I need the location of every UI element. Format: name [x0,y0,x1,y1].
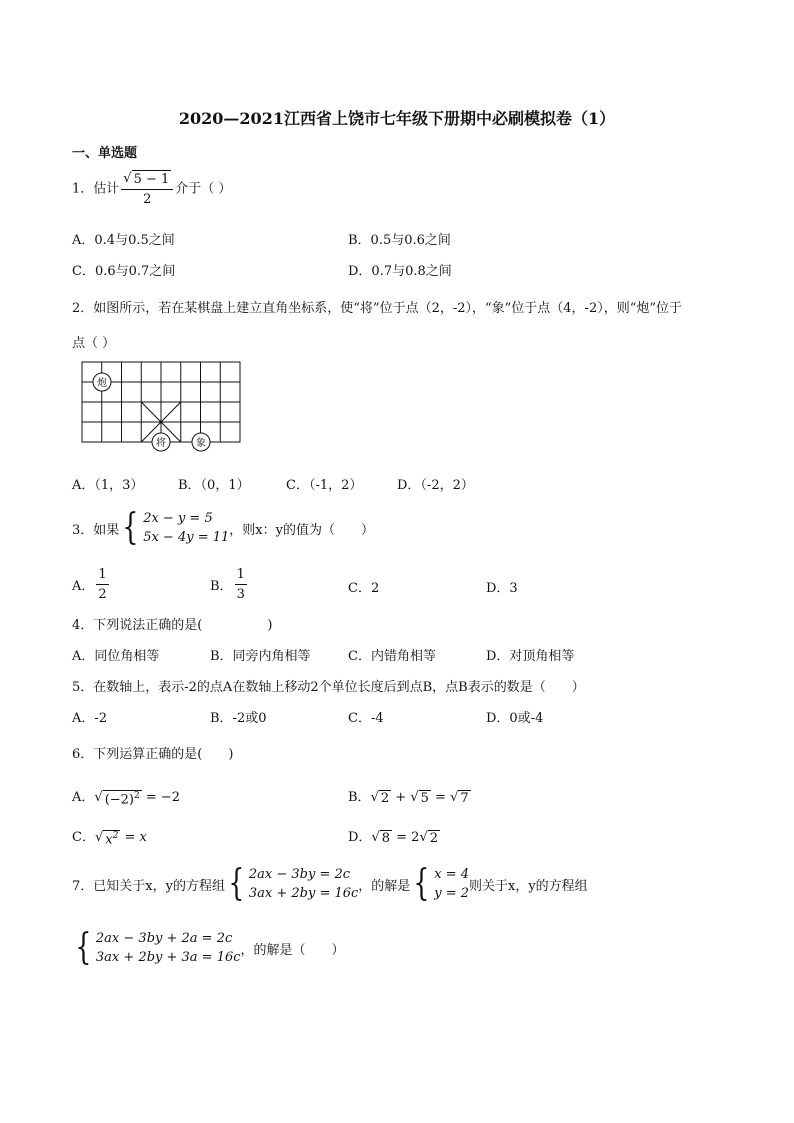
q5-text: 5．在数轴上，表示-2的点A在数轴上移动2个单位长度后到点B，点B表示的数是（ ） [72,680,585,695]
section-heading: 一、单选题 [72,146,138,161]
q6-option-b-radicand-2: 5 [420,791,429,806]
left-brace-icon: { [413,863,430,904]
q6-text: 6．下列运算正确的是( ) [72,747,234,762]
q7-sol-eq1: x = 4 [434,867,469,882]
q1-option-d: D．0.7与0.8之间 [348,264,452,279]
q3-option-a-numerator: 1 [96,566,108,585]
q2-option-b: B．（0，1） [178,478,250,493]
q6-option-c: C． √ $x^2$ = x [72,830,147,848]
q7-sys2-eq2: 3ax + 2by + 3a = 16c [95,950,241,965]
q6-option-a-rest: = −2 [141,790,181,805]
question-1 [72,170,231,208]
q5-option-b: B．-2或0 [210,711,267,726]
q7-system-1 [225,865,358,903]
piece-pao [93,373,111,391]
q3-eq2: 5x − 4y = 11 [143,530,230,545]
piece-xiang [192,433,210,451]
q1-suffix: 介于（ ） [175,181,232,197]
question-7-line2 [72,929,345,967]
q7-after: 则关于x，y的方程组 [469,878,588,894]
q1-prefix: 1．估计 [72,181,120,197]
q7-mid: ，的解是 [358,878,411,894]
q3-equation-system [119,509,229,547]
question-7-line1 [72,865,588,903]
q4-option-a: A．同位角相等 [72,649,160,664]
q1-fraction-numerator: 5 − 1 [133,172,170,187]
q1-fraction: √ 5 − 1 2 [121,170,173,208]
q7-tail: ，的解是（ ） [240,942,345,958]
piece-xiang-label: 象 [196,438,206,449]
question-3 [72,509,374,547]
q7-sys1-eq2: 3ax + 2by = 16c [248,886,359,901]
q3-suffix: ，则x：y的值为（ ） [229,522,374,538]
q6-option-d-equals: = 2 [392,830,420,845]
q7-sol-eq2: y = 2 [434,886,469,901]
q4-option-b: B．同旁内角相等 [210,649,311,664]
q2-option-c: C．（-1，2） [286,478,363,493]
piece-jiang-label: 将 [156,438,166,449]
q6-option-b: B． √ 2 + √ 5 = √ 7 [348,790,469,806]
q2-text-line2: 点（ ） [72,336,116,351]
q7-sys2-eq1: 2ax − 3by + 2a = 2c [95,931,233,946]
q6-option-d-radicand-2: 2 [429,831,439,846]
q2-option-d: D．（-2，2） [397,478,474,493]
left-brace-icon: { [228,863,245,904]
q7-system-2 [72,929,241,967]
piece-jiang [152,433,170,451]
q7-sys1-eq1: 2ax − 3by = 2c [248,867,351,882]
q5-option-d: D．0或-4 [486,711,544,726]
q3-option-c: C．2 [348,581,380,596]
q1-option-a: A．0.4与0.5之间 [72,233,175,248]
q6-option-b-plus: + [391,790,411,805]
q3-option-a-label: A． [72,579,95,594]
q6-option-a-radicand: (−2) [104,792,134,808]
q4-option-d: D．对顶角相等 [486,649,575,664]
q6-option-a-label: A． [72,790,95,805]
q2-option-a: A．（1，3） [72,478,144,493]
q6-option-d-label: D． [348,830,372,845]
q3-option-b-numerator: 1 [235,566,247,585]
q5-option-c: C．-4 [348,711,384,726]
q5-option-a: A．-2 [72,711,108,726]
q4-text: 4．下列说法正确的是( ) [72,618,273,633]
q6-option-b-radicand-1: 2 [380,791,390,806]
left-brace-icon: { [75,927,92,968]
q1-fraction-denominator: 2 [143,192,152,207]
q6-option-d: D． √ 8 = 2 √ 2 [348,830,439,846]
q6-option-b-equals: = [430,790,451,805]
q3-option-d: D．3 [486,581,518,596]
q3-prefix: 3．如果 [72,522,120,538]
page-title: 2020—2021江西省上饶市七年级下册期中必刷模拟卷（1） [178,109,616,128]
q7-solution [410,865,469,903]
q6-option-c-label: C． [72,830,95,845]
q3-eq1: 2x − y = 5 [143,511,213,526]
q6-option-b-radicand-3: 7 [460,791,469,806]
chessboard-figure [80,360,245,455]
q3-option-b [210,566,249,603]
q3-option-b-label: B． [210,579,233,594]
q7-prefix: 7．已知关于x，y的方程组 [72,878,225,894]
q6-option-b-label: B． [348,790,371,805]
q3-option-b-denominator: 3 [236,587,245,602]
q6-option-a-exponent: 2 [134,791,140,801]
piece-pao-label: 炮 [97,378,107,389]
q6-option-c-exponent: 2 [112,831,119,841]
q4-option-c: C．内错角相等 [348,649,436,664]
left-brace-icon: { [122,507,139,548]
q3-option-a [72,566,111,603]
q1-option-b: B．0.5与0.6之间 [348,233,451,248]
q1-option-c: C．0.6与0.7之间 [72,264,176,279]
q6-option-c-radicand: x [105,832,113,848]
q3-option-a-denominator: 2 [98,587,107,602]
q2-text-line1: 2．如图所示，若在某棋盘上建立直角坐标系，使“将”位于点（2，-2），“象”位于点（4，-2），则“炮”位于 [72,301,683,316]
q6-option-c-rest: = x [120,830,147,845]
q6-option-a: A． √ $(-2)^2$ = −2 [72,790,181,808]
q6-option-d-radicand-1: 8 [381,831,391,846]
